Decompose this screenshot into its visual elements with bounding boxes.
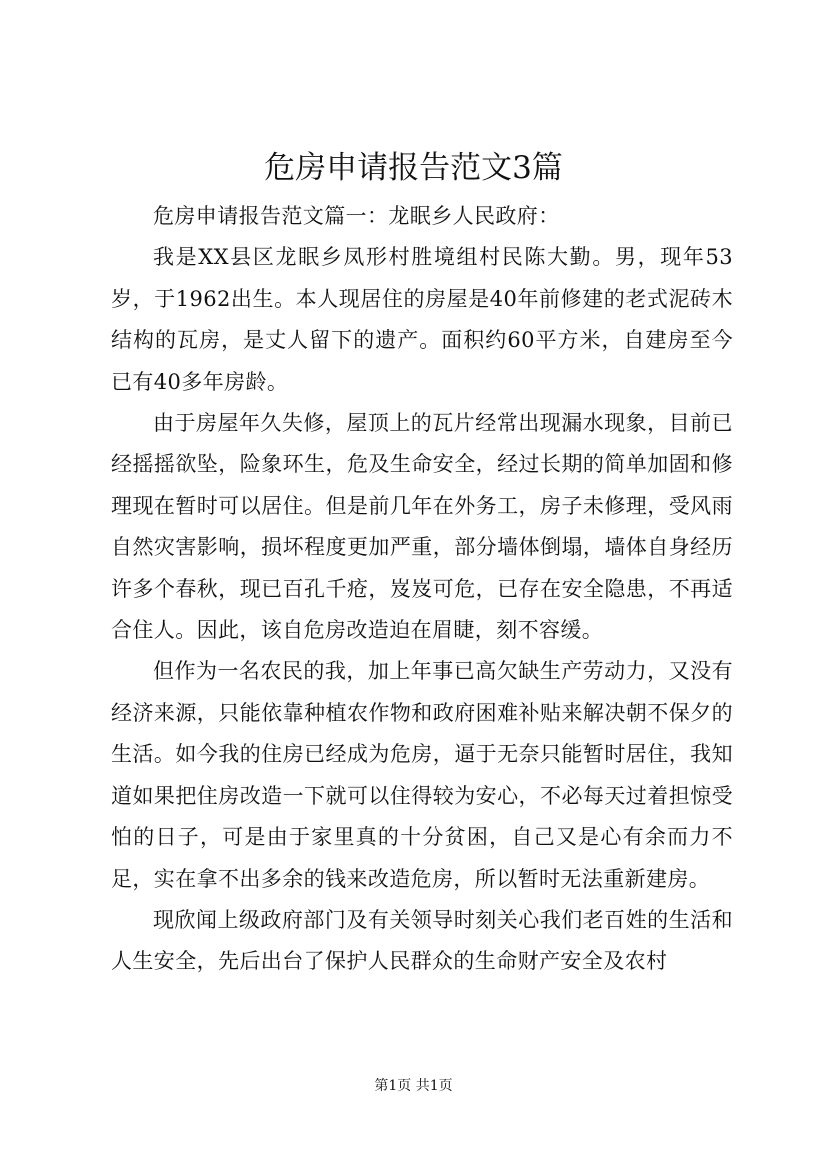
paragraph-house-condition: 由于房屋年久失修，屋顶上的瓦片经常出现漏水现象，目前已经摇摇欲坠，险象环生，危及生命安全，经过长期的简单加固和修理现在暂时可以居住。但是前几年在外务工，房子未修理，受风雨自然灾害影响，损坏程度更加严重，部分墙体倒塌，墙体自身经历许多个春秋，现已百孔千疮，岌岌可危，已存在安全隐患，不再适合住人。因此，该自危房改造迫在眉睫，刻不容缓。	[111, 411, 733, 643]
paragraph-policy: 现欣闻上级政府部门及有关领导时刻关心我们老百姓的生活和人生安全，先后出台了保护人民群众的生命财产安全及农村	[111, 907, 733, 974]
paragraph-salutation: 危房申请报告范文篇一：龙眠乡人民政府：	[153, 204, 560, 228]
paragraph-introduction: 我是XX县区龙眠乡凤形村胜境组村民陈大勤。男，现年53岁，于1962出生。本人现居住的房屋是40年前修建的老式泥砖木结构的瓦房，是丈人留下的遗产。面积约60平方米，自建房至今已有40多年房龄。	[111, 245, 733, 394]
page-footer: 第1页 共1页	[374, 1078, 453, 1094]
document-title: 危房申请报告范文3篇	[264, 150, 563, 186]
document-body	[111, 196, 733, 983]
paragraph-financial-hardship: 但作为一名农民的我，加上年事已高欠缺生产劳动力，又没有经济来源，只能依靠种植农作物和政府困难补贴来解决朝不保夕的生活。如今我的住房已经成为危房，逼于无奈只能暂时居住，我知道如果把住房改造一下就可以住得较为安心，不必每天过着担惊受怕的日子，可是由于家里真的十分贫困，自己又是心有余而力不足，实在拿不出多余的钱来改造危房，所以暂时无法重新建房。	[111, 659, 733, 891]
